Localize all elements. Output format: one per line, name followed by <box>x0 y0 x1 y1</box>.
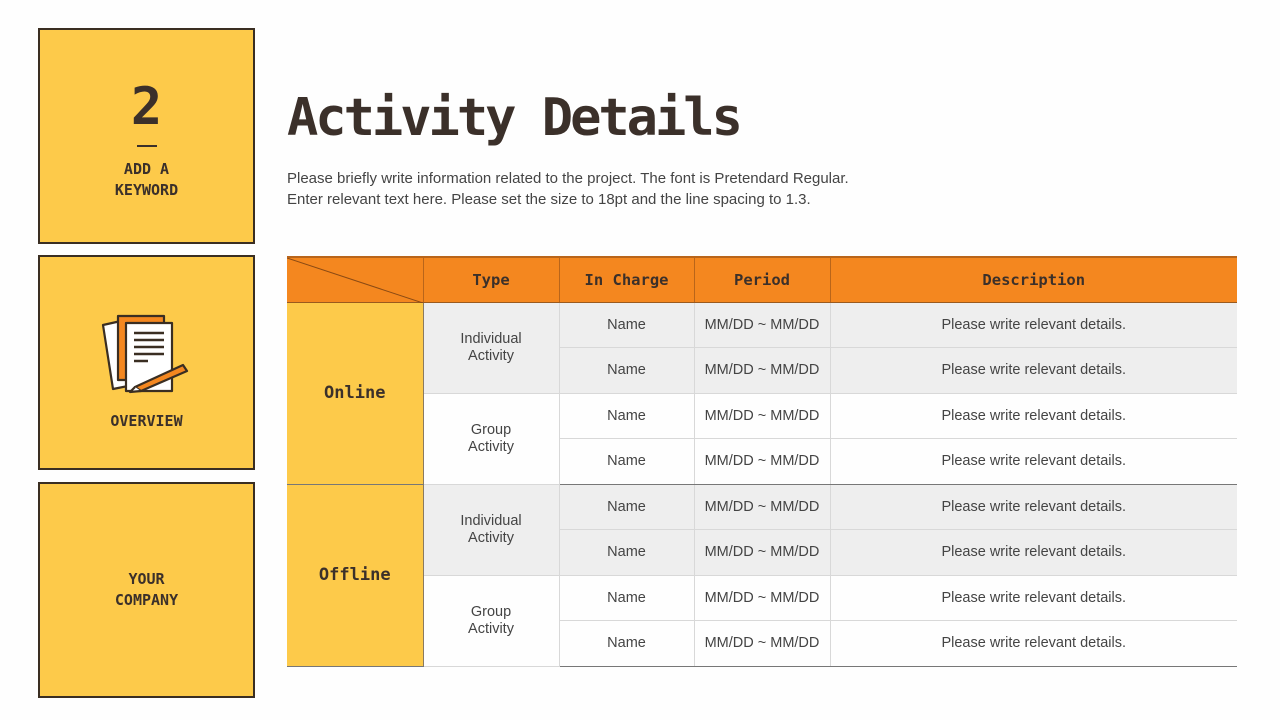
description-cell: Please write relevant details. <box>830 484 1237 530</box>
in-charge-cell: Name <box>559 302 694 348</box>
company-label: YOUR COMPANY <box>114 570 179 609</box>
description-cell: Please write relevant details. <box>830 348 1237 394</box>
period-cell: MM/DD ~ MM/DD <box>694 439 830 485</box>
corner-cell <box>287 257 423 302</box>
description-cell: Please write relevant details. <box>830 439 1237 485</box>
description-cell: Please write relevant details. <box>830 393 1237 439</box>
in-charge-cell: Name <box>559 393 694 439</box>
in-charge-cell: Name <box>559 484 694 530</box>
page-title: Activity Details <box>287 88 740 148</box>
in-charge-cell: Name <box>559 530 694 576</box>
period-cell: MM/DD ~ MM/DD <box>694 530 830 576</box>
in-charge-cell: Name <box>559 439 694 485</box>
subtitle-line: Please briefly write information related to the project. The font is Pretendard Regular. <box>287 170 849 187</box>
in-charge-cell: Name <box>559 621 694 667</box>
type-cell: Individual Activity <box>423 484 559 575</box>
table-row <box>287 575 1237 621</box>
type-cell: Group Activity <box>423 393 559 484</box>
period-cell: MM/DD ~ MM/DD <box>694 484 830 530</box>
period-cell: MM/DD ~ MM/DD <box>694 302 830 348</box>
period-cell: MM/DD ~ MM/DD <box>694 621 830 667</box>
header-in-charge: In Charge <box>559 257 694 302</box>
category-cell: Online <box>287 302 423 484</box>
activity-table <box>287 256 1237 667</box>
table-row <box>287 302 1237 348</box>
divider <box>137 145 157 147</box>
description-cell: Please write relevant details. <box>830 575 1237 621</box>
in-charge-cell: Name <box>559 348 694 394</box>
in-charge-cell: Name <box>559 575 694 621</box>
document-pen-icon <box>99 313 195 397</box>
description-cell: Please write relevant details. <box>830 302 1237 348</box>
keyword-label: ADD A KEYWORD <box>114 160 179 199</box>
subtitle <box>287 169 849 210</box>
period-cell: MM/DD ~ MM/DD <box>694 393 830 439</box>
header-period: Period <box>694 257 830 302</box>
table-header <box>287 257 1237 302</box>
category-cell: Offline <box>287 484 423 666</box>
table-row <box>287 484 1237 530</box>
company-card <box>38 482 255 698</box>
subtitle-line: Enter relevant text here. Please set the size to 18pt and the line spacing to 1.3. <box>287 190 811 208</box>
type-cell: Individual Activity <box>423 302 559 393</box>
header-type: Type <box>423 257 559 302</box>
type-cell: Group Activity <box>423 575 559 666</box>
description-cell: Please write relevant details. <box>830 621 1237 667</box>
header-description: Description <box>830 257 1237 302</box>
keyword-number: 2 <box>130 77 163 137</box>
description-cell: Please write relevant details. <box>830 530 1237 576</box>
overview-label: OVERVIEW <box>110 412 183 430</box>
overview-card <box>38 255 255 470</box>
keyword-card <box>38 28 255 244</box>
table-row <box>287 393 1237 439</box>
period-cell: MM/DD ~ MM/DD <box>694 348 830 394</box>
period-cell: MM/DD ~ MM/DD <box>694 575 830 621</box>
